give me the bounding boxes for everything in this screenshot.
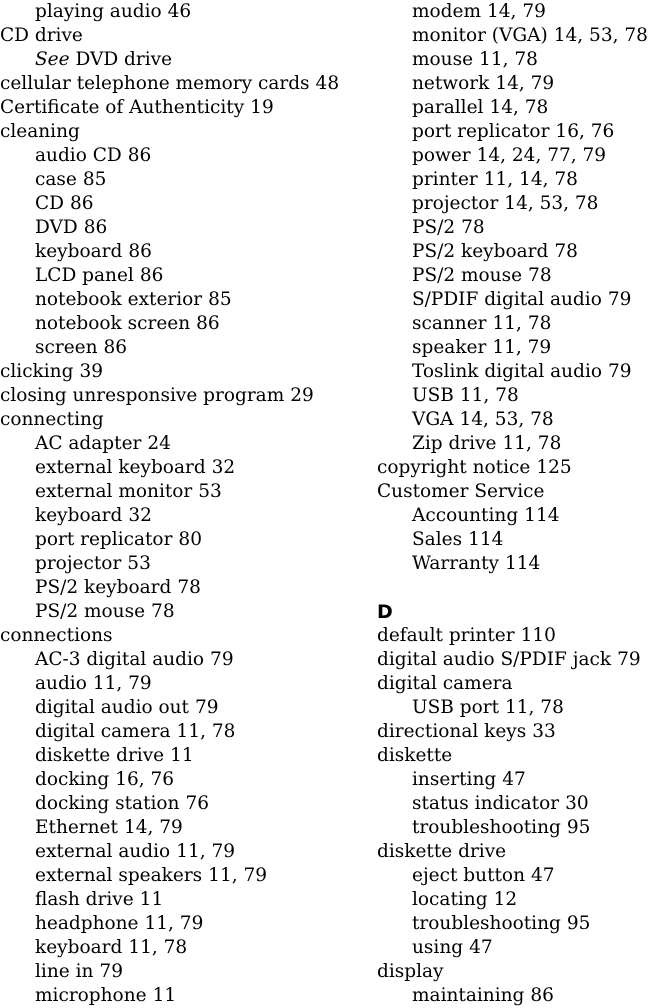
page-reference: 78 (177, 577, 201, 598)
index-term: PS/2 keyboard (412, 241, 549, 262)
page-reference: 114 (504, 553, 541, 574)
index-term: diskette drive (377, 841, 507, 862)
index-entry (0, 384, 372, 408)
index-subentry (377, 312, 669, 336)
page-reference: 95 (566, 817, 591, 838)
page-reference: 79 (210, 649, 234, 670)
section-letter: D (377, 601, 393, 623)
index-subentry (377, 264, 669, 288)
index-subentry (377, 96, 669, 120)
index-term: display (377, 961, 444, 982)
index-entry (0, 96, 372, 120)
index-subentry (0, 264, 372, 288)
index-subentry (0, 552, 372, 576)
index-entry (0, 24, 372, 48)
page-reference: 53 (127, 553, 151, 574)
index-subentry (377, 984, 669, 1008)
index-subentry (0, 504, 372, 528)
index-term: copyright notice (377, 457, 531, 478)
index-term: digital camera (35, 721, 171, 742)
page-reference: 11, 14, 78 (483, 169, 578, 190)
index-term: Zip drive (412, 433, 497, 454)
index-subentry (377, 24, 669, 48)
index-term: maintaining (412, 985, 525, 1006)
index-term: port replicator (412, 121, 550, 142)
index-term: speaker (412, 337, 487, 358)
page-reference: 110 (520, 625, 556, 646)
index-subentry (377, 0, 669, 24)
index-subentry (377, 288, 669, 312)
page-reference: 114 (524, 505, 560, 526)
index-subentry (0, 576, 372, 600)
page-reference: 29 (290, 385, 314, 406)
index-term: CD (35, 193, 64, 214)
index-term: PS/2 mouse (412, 265, 523, 286)
index-subentry (0, 792, 372, 816)
index-entry (0, 72, 372, 96)
index-subentry (377, 504, 669, 528)
page-reference: 14, 53, 78 (553, 25, 648, 46)
index-subentry (0, 672, 372, 696)
section-letter-heading (377, 600, 669, 624)
index-term: cellular telephone memory cards (0, 73, 310, 94)
page-reference: 47 (469, 937, 493, 958)
page-reference: 11, 78 (128, 937, 188, 958)
index-subentry (0, 480, 372, 504)
page-reference: 86 (530, 985, 554, 1006)
index-subentry (0, 216, 372, 240)
page-reference: 19 (250, 97, 274, 118)
page-reference: 86 (139, 265, 164, 286)
page-reference: 11, 79 (144, 913, 204, 934)
index-subentry (377, 936, 669, 960)
index-term: notebook screen (35, 313, 191, 334)
page-reference: 14, 79 (487, 1, 546, 22)
index-term: external audio (35, 841, 171, 862)
index-subentry (0, 648, 372, 672)
index-subentry (0, 288, 372, 312)
index-term: LCD panel (35, 265, 134, 286)
index-subentry (0, 240, 372, 264)
index-term: PS/2 mouse (35, 601, 146, 622)
index-subentry (377, 888, 669, 912)
index-term: clicking (0, 361, 74, 382)
page-reference: 11, 79 (208, 865, 268, 886)
index-subentry (0, 984, 372, 1008)
index-subentry (0, 912, 372, 936)
index-subentry (0, 864, 372, 888)
index-term: case (35, 169, 77, 190)
page-reference: 14, 79 (123, 817, 183, 838)
page-reference: 16, 76 (555, 121, 615, 142)
index-term: screen (35, 337, 98, 358)
index-term: PS/2 keyboard (35, 577, 172, 598)
page-reference: 79 (617, 649, 641, 670)
page-reference: 47 (502, 769, 526, 790)
index-subentry (377, 168, 669, 192)
index-entry (377, 960, 669, 984)
page-reference: 86 (83, 217, 108, 238)
index-column-right (377, 0, 669, 1008)
page-reference: 76 (185, 793, 210, 814)
page-reference: 14, 53, 78 (459, 409, 554, 430)
page-reference: 47 (531, 865, 555, 886)
index-subentry (377, 192, 669, 216)
index-term: directional keys (377, 721, 527, 742)
page-reference: 78 (528, 265, 552, 286)
index-entry (377, 480, 669, 504)
index-term: monitor (VGA) (412, 25, 548, 46)
index-subentry (377, 144, 669, 168)
index-entry (377, 840, 669, 864)
index-subentry (0, 336, 372, 360)
index-term: S/PDIF digital audio (412, 289, 602, 310)
page-reference: 86 (128, 241, 152, 262)
page-reference: 24 (147, 433, 171, 454)
index-subentry (377, 552, 669, 576)
index-term: Customer Service (377, 481, 545, 502)
index-term: flash drive (35, 889, 134, 910)
index-term: DVD (35, 217, 78, 238)
index-term: AC adapter (35, 433, 142, 454)
page-reference: 32 (211, 457, 236, 478)
index-entry (0, 408, 372, 432)
index-entry (377, 672, 669, 696)
index-subentry (377, 48, 669, 72)
index-subentry (377, 768, 669, 792)
page-reference: 11 (170, 745, 194, 766)
index-term: locating (412, 889, 488, 910)
index-term: keyboard (35, 241, 123, 262)
index-subentry (0, 312, 372, 336)
index-term: external monitor (35, 481, 193, 502)
index-term: diskette (377, 745, 453, 766)
index-subentry (0, 768, 372, 792)
index-term: network (412, 73, 490, 94)
page-reference: 85 (82, 169, 107, 190)
page-reference: 86 (103, 337, 128, 358)
index-term: printer (412, 169, 478, 190)
index-subentry (377, 336, 669, 360)
page-reference: 11 (139, 889, 164, 910)
index-term: keyboard (35, 505, 123, 526)
index-term: playing audio (35, 1, 162, 22)
page-reference: 86 (127, 145, 152, 166)
page-reference: 79 (195, 697, 219, 718)
index-subentry (377, 384, 669, 408)
blank-spacer (377, 576, 669, 600)
index-subentry (377, 120, 669, 144)
index-subentry (0, 600, 372, 624)
index-subentry (377, 408, 669, 432)
page-reference: 16, 76 (115, 769, 175, 790)
index-subentry (0, 696, 372, 720)
page-reference: 11, 78 (492, 313, 552, 334)
page-reference: 11, 78 (479, 49, 538, 70)
page-reference: 46 (167, 1, 192, 22)
index-term: Warranty (412, 553, 499, 574)
page-reference: 39 (79, 361, 103, 382)
page-reference: 30 (565, 793, 589, 814)
index-subentry (377, 528, 669, 552)
index-subentry (0, 840, 372, 864)
index-term: power (412, 145, 471, 166)
index-term: Toslink digital audio (412, 361, 602, 382)
index-term: status indicator (412, 793, 560, 814)
index-term: connecting (0, 409, 104, 430)
index-term: line in (35, 961, 94, 982)
index-subentry (377, 864, 669, 888)
page-reference: 14, 78 (489, 97, 549, 118)
index-subentry (377, 792, 669, 816)
index-entry (377, 648, 669, 672)
index-subentry (0, 192, 372, 216)
index-subentry (0, 936, 372, 960)
index-term: external speakers (35, 865, 203, 886)
index-term: USB port (412, 697, 499, 718)
page-reference: 11 (152, 985, 177, 1006)
page-reference: 11, 78 (505, 697, 564, 718)
page-reference: 80 (178, 529, 202, 550)
index-subentry (0, 960, 372, 984)
index-entry (377, 720, 669, 744)
index-term: default printer (377, 625, 515, 646)
page-reference: 85 (208, 289, 232, 310)
page-reference: 114 (468, 529, 504, 550)
index-term: microphone (35, 985, 147, 1006)
index-term: mouse (412, 49, 474, 70)
index-subentry (0, 456, 372, 480)
index-term: VGA (412, 409, 454, 430)
page-reference: 86 (70, 193, 94, 214)
index-term: projector (412, 193, 499, 214)
index-term: troubleshooting (412, 817, 561, 838)
index-subentry (377, 360, 669, 384)
page-reference: 78 (554, 241, 578, 262)
index-term: AC-3 digital audio (35, 649, 205, 670)
index-subentry (0, 528, 372, 552)
index-subentry (377, 72, 669, 96)
index-term: USB (412, 385, 454, 406)
page-reference: 11, 78 (176, 721, 236, 742)
index-term: PS/2 (412, 217, 456, 238)
page-reference: 48 (315, 73, 340, 94)
page-reference: 33 (532, 721, 556, 742)
index-term: using (412, 937, 464, 958)
page-reference: 78 (151, 601, 175, 622)
page-reference: 11, 79 (92, 673, 152, 694)
page-reference: 79 (607, 289, 632, 310)
page-reference: 14, 79 (495, 73, 555, 94)
page-reference: 53 (198, 481, 222, 502)
index-term: digital audio S/PDIF jack (377, 649, 612, 670)
page-reference: 86 (196, 313, 220, 334)
index-term: Accounting (412, 505, 519, 526)
index-subentry (0, 432, 372, 456)
index-subentry (377, 696, 669, 720)
index-term: external keyboard (35, 457, 206, 478)
index-term: docking station (35, 793, 180, 814)
index-entry (377, 624, 669, 648)
index-entry (0, 624, 372, 648)
index-term: Ethernet (35, 817, 118, 838)
see-reference-prefix: See (35, 49, 70, 70)
page-reference: 79 (99, 961, 123, 982)
page-reference: 11, 78 (459, 385, 519, 406)
index-term: CD drive (0, 25, 83, 46)
index-term: digital audio out (35, 697, 189, 718)
index-term: port replicator (35, 529, 173, 550)
index-term: audio CD (35, 145, 122, 166)
index-term: troubleshooting (412, 913, 561, 934)
index-term: scanner (412, 313, 487, 334)
index-subentry (0, 0, 372, 24)
index-subentry (377, 240, 669, 264)
index-term: DVD drive (75, 49, 173, 70)
index-term: eject button (412, 865, 525, 886)
page-reference: 79 (608, 361, 632, 382)
page-reference: 12 (493, 889, 518, 910)
index-subentry (0, 144, 372, 168)
page-reference: 11, 79 (492, 337, 552, 358)
page-reference: 125 (536, 457, 572, 478)
page-reference: 95 (566, 913, 591, 934)
index-subentry (377, 912, 669, 936)
index-entry (0, 360, 372, 384)
index-term: Certificate of Authenticity (0, 97, 245, 118)
index-term: closing unresponsive program (0, 385, 285, 406)
index-term: digital camera (377, 673, 513, 694)
index-entry (377, 456, 669, 480)
index-term: docking (35, 769, 110, 790)
index-term: connections (0, 625, 113, 646)
index-subentry (0, 744, 372, 768)
index-subentry (0, 720, 372, 744)
page-reference: 14, 53, 78 (504, 193, 599, 214)
index-term: modem (412, 1, 482, 22)
index-term: cleaning (0, 121, 80, 142)
index-subentry (377, 216, 669, 240)
index-subentry (0, 48, 372, 72)
index-term: audio (35, 673, 87, 694)
index-term: inserting (412, 769, 497, 790)
index-entry (377, 744, 669, 768)
index-subentry (0, 888, 372, 912)
page-reference: 78 (461, 217, 485, 238)
page-reference: 11, 78 (502, 433, 562, 454)
index-term: diskette drive (35, 745, 165, 766)
page-reference: 11, 79 (176, 841, 236, 862)
page-reference: 32 (128, 505, 152, 526)
index-subentry (377, 432, 669, 456)
index-subentry (0, 168, 372, 192)
index-term: projector (35, 553, 122, 574)
index-subentry (0, 816, 372, 840)
index-term: Sales (412, 529, 463, 550)
index-term: headphone (35, 913, 139, 934)
index-term: notebook exterior (35, 289, 203, 310)
index-term: parallel (412, 97, 484, 118)
index-term: keyboard (35, 937, 123, 958)
index-subentry (377, 816, 669, 840)
index-entry (0, 120, 372, 144)
page-reference: 14, 24, 77, 79 (476, 145, 607, 166)
